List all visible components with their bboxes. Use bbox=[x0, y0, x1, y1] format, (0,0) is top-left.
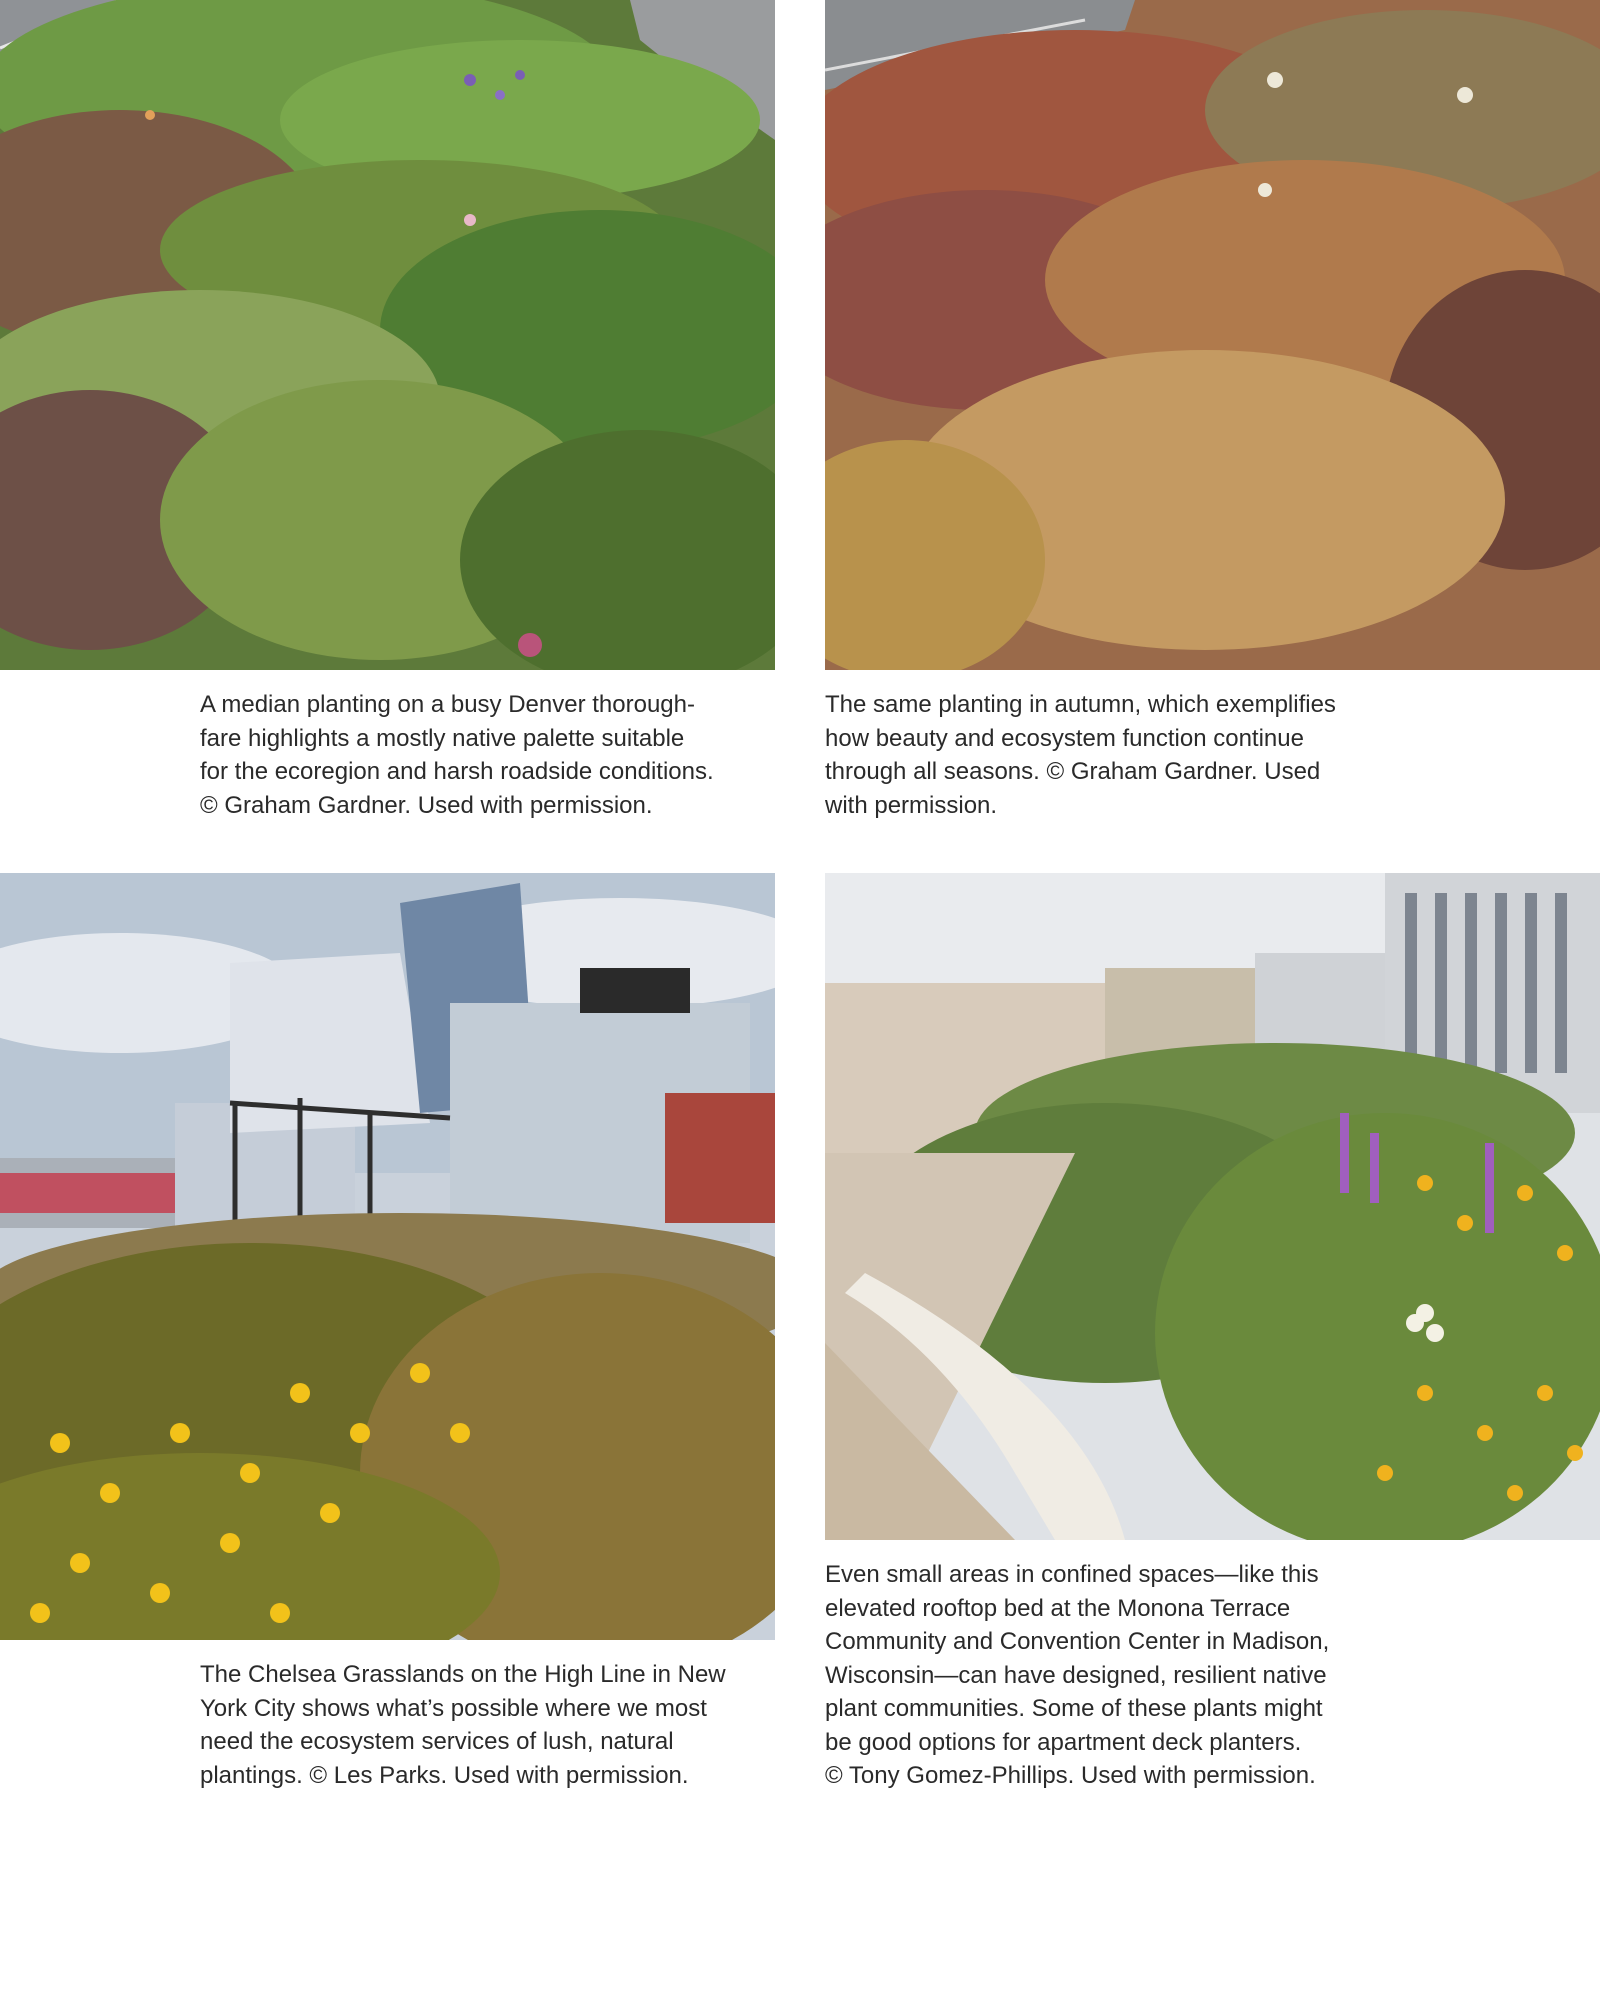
caption-line: with permission. bbox=[825, 791, 998, 819]
caption-highline bbox=[200, 1658, 780, 1792]
caption-line: how beauty and ecosystem function continue bbox=[825, 724, 1304, 752]
caption-monona bbox=[825, 1558, 1405, 1793]
caption-line: elevated rooftop bed at the Monona Terrace bbox=[825, 1594, 1291, 1622]
caption-denver-autumn bbox=[825, 688, 1405, 822]
caption-line: fare highlights a mostly native palette suitable bbox=[200, 724, 685, 752]
caption-line: for the ecoregion and harsh roadside conditions. bbox=[200, 758, 714, 785]
caption-line: through all seasons. © Graham Gardner. Used bbox=[825, 758, 1321, 785]
caption-line: need the ecosystem services of lush, natural bbox=[200, 1728, 674, 1755]
caption-line: The Chelsea Grasslands on the High Line in New bbox=[200, 1661, 726, 1688]
caption-denver-summer bbox=[200, 688, 780, 822]
photo-denver-summer bbox=[0, 0, 775, 670]
caption-line: York City shows what’s possible where we most bbox=[200, 1694, 707, 1722]
caption-line: The same planting in autumn, which exemplifies bbox=[825, 691, 1336, 718]
caption-line: plant communities. Some of these plants might bbox=[825, 1695, 1323, 1722]
caption-line: be good options for apartment deck planters. bbox=[825, 1728, 1302, 1756]
photo-monona bbox=[825, 873, 1600, 1540]
caption-line: plantings. © Les Parks. Used with permission. bbox=[200, 1761, 689, 1789]
caption-line: © Tony Gomez-Phillips. Used with permission. bbox=[825, 1762, 1316, 1789]
photo-denver-autumn bbox=[825, 0, 1600, 670]
caption-line: Community and Convention Center in Madison, bbox=[825, 1628, 1330, 1655]
caption-line: A median planting on a busy Denver thorough- bbox=[200, 691, 695, 718]
caption-line: © Graham Gardner. Used with permission. bbox=[200, 791, 653, 819]
caption-line: Wisconsin—can have designed, resilient native bbox=[825, 1661, 1327, 1689]
photo-highline bbox=[0, 873, 775, 1640]
caption-line: Even small areas in confined spaces—like this bbox=[825, 1561, 1319, 1588]
